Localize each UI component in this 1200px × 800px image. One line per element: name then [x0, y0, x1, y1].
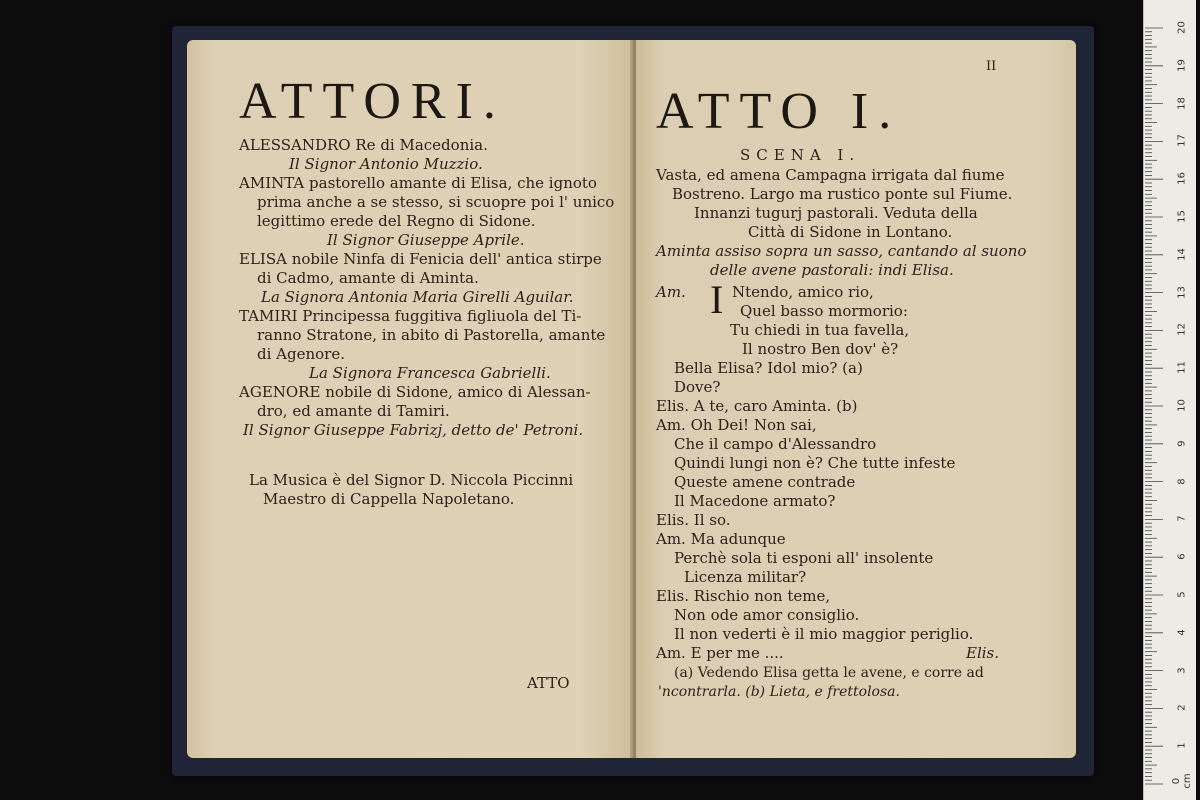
- ruler-number: 2: [1176, 704, 1188, 712]
- left-page: [187, 40, 635, 758]
- verse-line: Quel basso mormorio:: [740, 302, 908, 320]
- ruler-number: 19: [1176, 58, 1188, 72]
- stage-direction: delle avene pastorali: indi Elisa.: [710, 261, 954, 279]
- verse-line: Il Macedone armato?: [674, 492, 836, 510]
- stage-direction: Bostreno. Largo ma rustico ponte sul Fiume.: [672, 185, 1013, 203]
- verse-line: Licenza militar?: [684, 568, 807, 586]
- ruler-number: 20: [1176, 21, 1188, 34]
- catchword: Elis.: [966, 644, 1000, 662]
- verse-line: Am. Ma adunque: [656, 530, 786, 548]
- drop-cap: I: [710, 277, 724, 322]
- ruler-number: 3: [1176, 666, 1188, 674]
- ruler-number: 11: [1176, 361, 1188, 375]
- cast-line: dro, ed amante di Tamiri.: [257, 402, 450, 420]
- ruler-number: 12: [1176, 323, 1188, 337]
- verse-line: Che il campo d'Alessandro: [674, 435, 877, 453]
- ruler-number: 15: [1176, 210, 1188, 223]
- cast-line: ALESSANDRO Re di Macedonia.: [239, 136, 488, 154]
- cast-line: prima anche a se stesso, si scuopre poi l' unico: [257, 193, 615, 211]
- cast-line: di Agenore.: [257, 345, 345, 363]
- verse-line: Elis. A te, caro Aminta. (b): [656, 397, 858, 415]
- verse-line: Tu chiedi in tua favella,: [730, 321, 910, 339]
- ruler-number: 1: [1176, 742, 1188, 749]
- speaker-label: Am.: [656, 283, 686, 301]
- ruler-number: 16: [1176, 172, 1188, 186]
- verse-line: Dove?: [674, 378, 721, 396]
- verse-line: Perchè sola ti esponi all' insolente: [674, 549, 934, 567]
- cast-line: di Cadmo, amante di Aminta.: [257, 269, 479, 287]
- cast-performer: Il Signor Antonio Muzzio.: [289, 155, 483, 173]
- verse-line: Elis. Rischio non teme,: [656, 587, 831, 605]
- cast-performer: La Signora Francesca Gabrielli.: [309, 364, 551, 382]
- stage-direction: Vasta, ed amena Campagna irrigata dal fiume: [656, 166, 1005, 184]
- cast-performer: La Signora Antonia Maria Girelli Aguilar.: [261, 288, 574, 306]
- ruler-number: 5: [1176, 591, 1188, 598]
- measuring-ruler: [1143, 0, 1196, 800]
- cast-line: AGENORE nobile di Sidone, amico di Alessan-: [239, 383, 591, 401]
- ruler-number: 13: [1176, 285, 1188, 299]
- stage-direction: Città di Sidone in Lontano.: [748, 223, 953, 241]
- verse-line: Il nostro Ben dov' è?: [742, 340, 899, 358]
- cast-line: legittimo erede del Regno di Sidone.: [257, 212, 536, 230]
- ruler-label: 0 cm: [1171, 773, 1193, 789]
- cast-line: ELISA nobile Ninfa di Fenicia dell' antica stirpe: [239, 250, 602, 268]
- act-title: ATTO I.: [656, 83, 902, 140]
- cast-performer: Il Signor Giuseppe Fabrizj, detto de' Petroni.: [243, 421, 584, 439]
- verse-line: Am. E per me ....: [656, 644, 784, 662]
- verse-line: Bella Elisa? Idol mio? (a): [674, 359, 863, 377]
- verse-line: Am. Oh Dei! Non sai,: [656, 416, 817, 434]
- verse-line: Ntendo, amico rio,: [732, 283, 874, 301]
- verse-line: Non ode amor consiglio.: [674, 606, 860, 624]
- stage-direction: Innanzi tugurj pastorali. Veduta della: [694, 204, 978, 222]
- verse-line: Il non vederti è il mio maggior periglio.: [674, 625, 974, 643]
- footnote: 'ncontrarla. (b) Lieta, e frettolosa.: [658, 684, 900, 700]
- ruler-number: 4: [1176, 629, 1188, 636]
- ruler-ticks: [1144, 0, 1196, 800]
- cast-performer: Il Signor Giuseppe Aprile.: [327, 231, 525, 249]
- scene-heading: SCENA I.: [740, 146, 861, 164]
- ruler-number: 8: [1176, 477, 1188, 485]
- music-credit: La Musica è del Signor D. Niccola Piccinni: [249, 471, 574, 489]
- right-page: [636, 40, 1076, 758]
- ruler-number: 10: [1176, 399, 1188, 412]
- page-number: II: [986, 59, 997, 74]
- cast-line: TAMIRI Principessa fuggitiva figliuola del Ti-: [239, 307, 582, 325]
- catchword: ATTO: [527, 674, 570, 692]
- verse-line: Elis. Il so.: [656, 511, 731, 529]
- music-credit: Maestro di Cappella Napoletano.: [263, 490, 515, 508]
- ruler-number: 18: [1176, 96, 1188, 110]
- ruler-number: 17: [1176, 134, 1188, 148]
- cast-title: ATTORI.: [239, 73, 506, 130]
- verse-line: Queste amene contrade: [674, 473, 856, 491]
- footnote: (a) Vedendo Elisa getta le avene, e corre ad: [674, 665, 984, 681]
- ruler-number: 9: [1176, 440, 1188, 447]
- stage-direction: Aminta assiso sopra un sasso, cantando al suono: [656, 242, 1027, 260]
- cast-line: ranno Stratone, in abito di Pastorella, amante: [257, 326, 606, 344]
- ruler-number: 14: [1176, 247, 1188, 261]
- cast-line: AMINTA pastorello amante di Elisa, che ignoto: [239, 174, 597, 192]
- ruler-number: 6: [1176, 553, 1188, 560]
- verse-line: Quindi lungi non è? Che tutte infeste: [674, 454, 956, 472]
- ruler-number: 7: [1176, 515, 1188, 523]
